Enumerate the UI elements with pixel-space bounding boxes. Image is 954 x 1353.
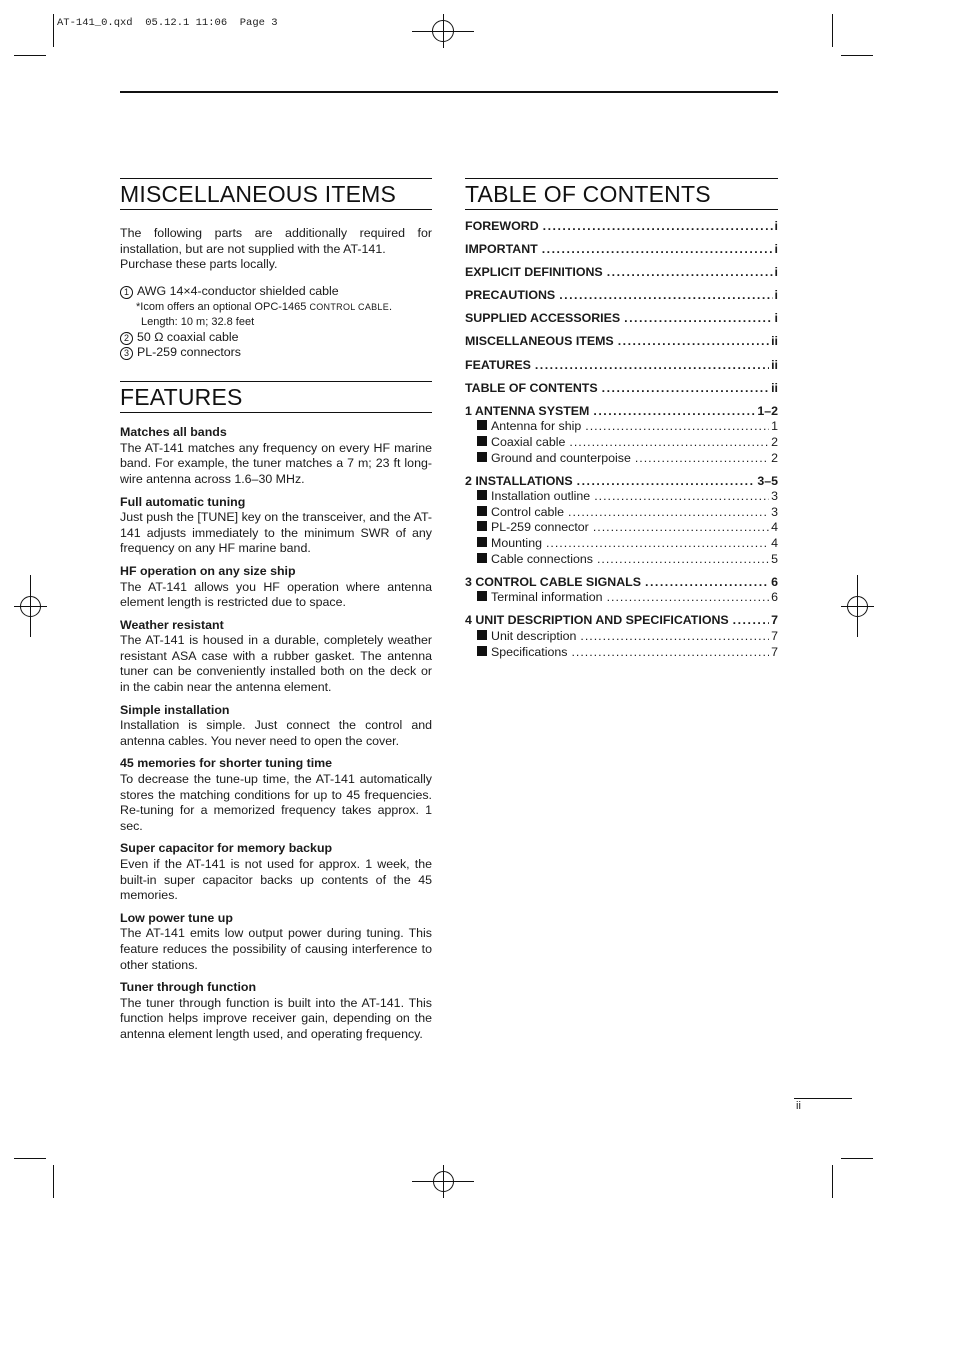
- feature-body: Installation is simple. Just connect the control and antenna cables. You never need to open the cover.: [120, 718, 432, 748]
- square-bullet-icon: [477, 490, 487, 500]
- toc-subentry-page: 5: [771, 551, 778, 566]
- toc-subentry-label: Control cable: [491, 504, 565, 519]
- right-column: [465, 178, 778, 660]
- toc-subentry-page: 7: [771, 644, 778, 659]
- toc-subentry[interactable]: [465, 489, 778, 505]
- registration-circle: [847, 596, 868, 617]
- toc-entry[interactable]: [465, 575, 778, 591]
- feature-body: The AT-141 is housed in a durable, completely weather resistant ASA case with a rubber gasket. The antenna tuner can be conveniently installed both on the deck or in the cabin near the antenna element.: [120, 633, 432, 695]
- top-rule: [120, 91, 778, 93]
- toc-entry-label: IMPORTANT: [465, 242, 538, 257]
- square-bullet-icon: [477, 537, 487, 547]
- toc-subentry-label: Unit description: [491, 628, 577, 643]
- crop-mark: [14, 1158, 46, 1159]
- square-bullet-icon: [477, 420, 487, 430]
- toc-leader-dots: [618, 334, 769, 350]
- square-bullet-icon: [477, 452, 487, 462]
- toc-subentry-label: Mounting: [491, 536, 542, 550]
- toc-subentry-label: Antenna for ship: [491, 419, 582, 434]
- toc-leader-dots: [597, 552, 769, 568]
- misc-note-1: [120, 300, 432, 315]
- toc-entry[interactable]: [465, 358, 778, 374]
- toc-leader-dots: [546, 536, 769, 552]
- feature-heading: Weather resistant: [120, 617, 224, 632]
- crop-mark: [832, 14, 833, 47]
- toc-leader-dots: [585, 419, 769, 435]
- toc-subentry[interactable]: [465, 629, 778, 645]
- toc-subentry-page: 6: [771, 590, 778, 605]
- toc-entry-page: ii: [771, 357, 778, 372]
- toc-entry-label: 3 CONTROL CABLE SIGNALS: [465, 574, 642, 589]
- toc-subentry-label: Cable connections: [491, 551, 593, 566]
- misc-item-text: 50 Ω coaxial cable: [137, 329, 239, 344]
- toc-leader-dots: [733, 613, 769, 629]
- toc-entry-label: EXPLICIT DEFINITIONS: [465, 265, 603, 280]
- toc-subentry-page: 4: [771, 536, 778, 550]
- misc-note-smallcaps: CONTROL CABLE: [309, 301, 390, 312]
- toc-subentry[interactable]: [465, 505, 778, 521]
- toc-entry-label: 4 UNIT DESCRIPTION AND SPECIFICATIONS: [465, 613, 729, 628]
- square-bullet-icon: [477, 630, 487, 640]
- page-number-rule: [794, 1098, 852, 1099]
- square-bullet-icon: [477, 521, 487, 531]
- feature-body: Even if the AT-141 is not used for approx. 1 week, the built-in super capacitor backs up contents of the 45 memories.: [120, 857, 432, 903]
- registration-circle: [433, 1171, 454, 1192]
- toc-entry[interactable]: [465, 474, 778, 490]
- circled-number: 2: [120, 332, 133, 345]
- misc-intro: The following parts are additionally required for installation, but are not supplied with the AT-141.: [120, 226, 432, 256]
- toc-leader-dots: [577, 474, 756, 490]
- toc-leader-dots: [645, 575, 769, 591]
- toc-entry[interactable]: [465, 404, 778, 420]
- toc-subentry-label: Installation outline: [491, 489, 591, 504]
- toc-title-box: [465, 178, 778, 210]
- toc-subentry-page: 3: [771, 504, 778, 519]
- toc-subentry[interactable]: [465, 552, 778, 568]
- toc-entry[interactable]: [465, 613, 778, 629]
- misc-title-box: [120, 178, 432, 210]
- feature-body: The AT-141 emits low output power during tuning. This feature reduces the possibility of causing interference to other stations.: [120, 926, 432, 972]
- toc-entry-page: 3–5: [757, 473, 778, 488]
- toc-entry[interactable]: [465, 311, 778, 327]
- page-number: ii: [796, 1100, 801, 1112]
- toc-leader-dots: [569, 435, 769, 451]
- feature-heading: Matches all bands: [120, 425, 227, 440]
- toc-subentry-page: 3: [771, 489, 778, 504]
- feature-heading: Low power tune up: [120, 910, 233, 925]
- crop-mark: [832, 1165, 833, 1198]
- toc-entry-label: TABLE OF CONTENTS: [465, 380, 598, 395]
- toc-subentry[interactable]: [465, 645, 778, 661]
- toc-leader-dots: [607, 265, 773, 281]
- toc-entry-page: i: [774, 219, 778, 233]
- feature-body: Just push the [TUNE] key on the transceiver, and the AT-141 adjusts immediately to the minimum SWR of any frequency on any HF marine band.: [120, 510, 432, 556]
- square-bullet-icon: [477, 436, 487, 446]
- toc-leader-dots: [542, 242, 773, 258]
- toc-entry-page: ii: [771, 334, 778, 349]
- toc-subentry-page: 2: [771, 434, 778, 449]
- toc-leader-dots: [594, 489, 769, 505]
- toc-entry-label: MISCELLANEOUS ITEMS: [465, 334, 614, 349]
- feature-body: The tuner through function is built into the AT-141. This function helps improve receiver gain, depending on the antenna element length used, and operating frequency.: [120, 995, 432, 1041]
- toc-entry-label: SUPPLIED ACCESSORIES: [465, 311, 621, 326]
- toc-entry-page: i: [774, 265, 778, 280]
- toc-entry[interactable]: [465, 381, 778, 397]
- misc-intro-block: [120, 226, 432, 273]
- misc-title: MISCELLANEOUS ITEMS: [120, 181, 397, 207]
- features-title: FEATURES: [120, 384, 243, 411]
- toc-leader-dots: [593, 404, 755, 420]
- misc-items-list: [120, 284, 432, 361]
- file-stamp: AT-141_0.qxd 05.12.1 11:06 Page 3: [57, 17, 278, 29]
- feature-body: The AT-141 matches any frequency on every HF marine band. For example, the tuner matches a 7 m; 23 ft long-wire antenna across 1.6–30 MHz.: [120, 440, 432, 486]
- toc-subentry-label: Specifications: [491, 644, 568, 659]
- toc-leader-dots: [543, 219, 773, 235]
- toc-subentry-page: 2: [771, 450, 778, 465]
- toc-leader-dots: [559, 288, 772, 304]
- misc-note-end: .: [389, 300, 393, 313]
- toc-subentry[interactable]: [465, 435, 778, 451]
- crop-mark: [53, 1165, 54, 1198]
- misc-item: [120, 330, 432, 346]
- registration-circle: [20, 596, 41, 617]
- toc-leader-dots: [635, 451, 769, 467]
- feature-heading: Full automatic tuning: [120, 494, 246, 509]
- toc-entry-page: ii: [771, 380, 778, 395]
- features-title-box: [120, 381, 432, 413]
- feature-body: To decrease the tune-up time, the AT-141 automatically stores the matching conditions for up to 45 frequencies. Re-tuning for a memorized frequency takes approx. 1 sec.: [120, 772, 432, 833]
- toc-entry-page: i: [774, 288, 778, 303]
- crop-mark: [841, 1158, 873, 1159]
- feature-heading: HF operation on any size ship: [120, 563, 296, 578]
- toc-leader-dots: [602, 381, 769, 397]
- feature-heading: Simple installation: [120, 702, 230, 717]
- circled-number: 3: [120, 347, 133, 360]
- toc-subentry-page: 7: [771, 628, 778, 643]
- toc-entry-page: i: [774, 242, 778, 257]
- misc-note-2: Length: 10 m; 32.8 feet: [141, 315, 255, 328]
- features-list: [120, 425, 432, 1042]
- toc-entry[interactable]: [465, 334, 778, 350]
- toc-list: [465, 219, 778, 660]
- misc-note-text: *Icom offers an optional OPC-1465: [136, 300, 310, 313]
- left-column: [120, 178, 432, 1043]
- toc-entry[interactable]: [465, 219, 778, 235]
- toc-subentry-label: Coaxial cable: [491, 434, 566, 449]
- registration-circle: [432, 20, 454, 42]
- toc-leader-dots: [571, 645, 769, 661]
- misc-item: [120, 284, 432, 300]
- square-bullet-icon: [477, 591, 487, 601]
- toc-entry-page: 7: [771, 613, 778, 628]
- feature-heading: 45 memories for shorter tuning time: [120, 756, 333, 771]
- toc-subentry-page: 1: [771, 419, 778, 434]
- toc-title: TABLE OF CONTENTS: [465, 181, 711, 207]
- toc-entry-label: PRECAUTIONS: [465, 288, 556, 303]
- crop-mark: [841, 55, 873, 56]
- misc-item-text: AWG 14×4-conductor shielded cable: [137, 283, 339, 298]
- misc-item-text: PL-259 connectors: [137, 345, 242, 360]
- toc-subentry-page: 4: [771, 520, 778, 535]
- toc-entry-page: i: [774, 311, 778, 326]
- feature-heading: Super capacitor for memory backup: [120, 841, 333, 856]
- toc-entry-label: FEATURES: [465, 357, 531, 372]
- toc-leader-dots: [580, 629, 769, 645]
- toc-entry[interactable]: [465, 265, 778, 281]
- toc-subentry-label: Ground and counterpoise: [491, 450, 631, 465]
- circled-number: 1: [120, 286, 133, 299]
- toc-entry[interactable]: [465, 242, 778, 258]
- square-bullet-icon: [477, 553, 487, 563]
- toc-leader-dots: [535, 358, 769, 374]
- toc-leader-dots: [607, 590, 770, 606]
- toc-subentry[interactable]: [465, 419, 778, 435]
- toc-subentry[interactable]: [465, 520, 778, 536]
- toc-entry-page: 1–2: [757, 403, 778, 418]
- misc-item: [120, 345, 432, 361]
- feature-heading: Tuner through function: [120, 980, 257, 995]
- toc-leader-dots: [624, 311, 772, 327]
- toc-subentry[interactable]: [465, 590, 778, 606]
- toc-subentry-label: PL-259 connector: [491, 520, 589, 535]
- toc-leader-dots: [593, 520, 769, 536]
- misc-intro-2: Purchase these parts locally.: [120, 257, 278, 272]
- toc-entry[interactable]: [465, 288, 778, 304]
- square-bullet-icon: [477, 646, 487, 656]
- toc-subentry[interactable]: [465, 536, 778, 552]
- crop-mark: [14, 55, 46, 56]
- toc-entry-label: 1 ANTENNA SYSTEM: [465, 403, 590, 418]
- toc-entry-label: FOREWORD: [465, 219, 539, 233]
- square-bullet-icon: [477, 506, 487, 516]
- toc-subentry-label: Terminal information: [491, 590, 603, 605]
- feature-body: The AT-141 allows you HF operation where antenna element length is restricted due to space.: [120, 579, 432, 610]
- toc-leader-dots: [568, 505, 769, 521]
- toc-entry-page: 6: [771, 574, 778, 589]
- toc-entry-label: 2 INSTALLATIONS: [465, 473, 573, 488]
- toc-subentry[interactable]: [465, 451, 778, 467]
- crop-mark: [53, 14, 54, 47]
